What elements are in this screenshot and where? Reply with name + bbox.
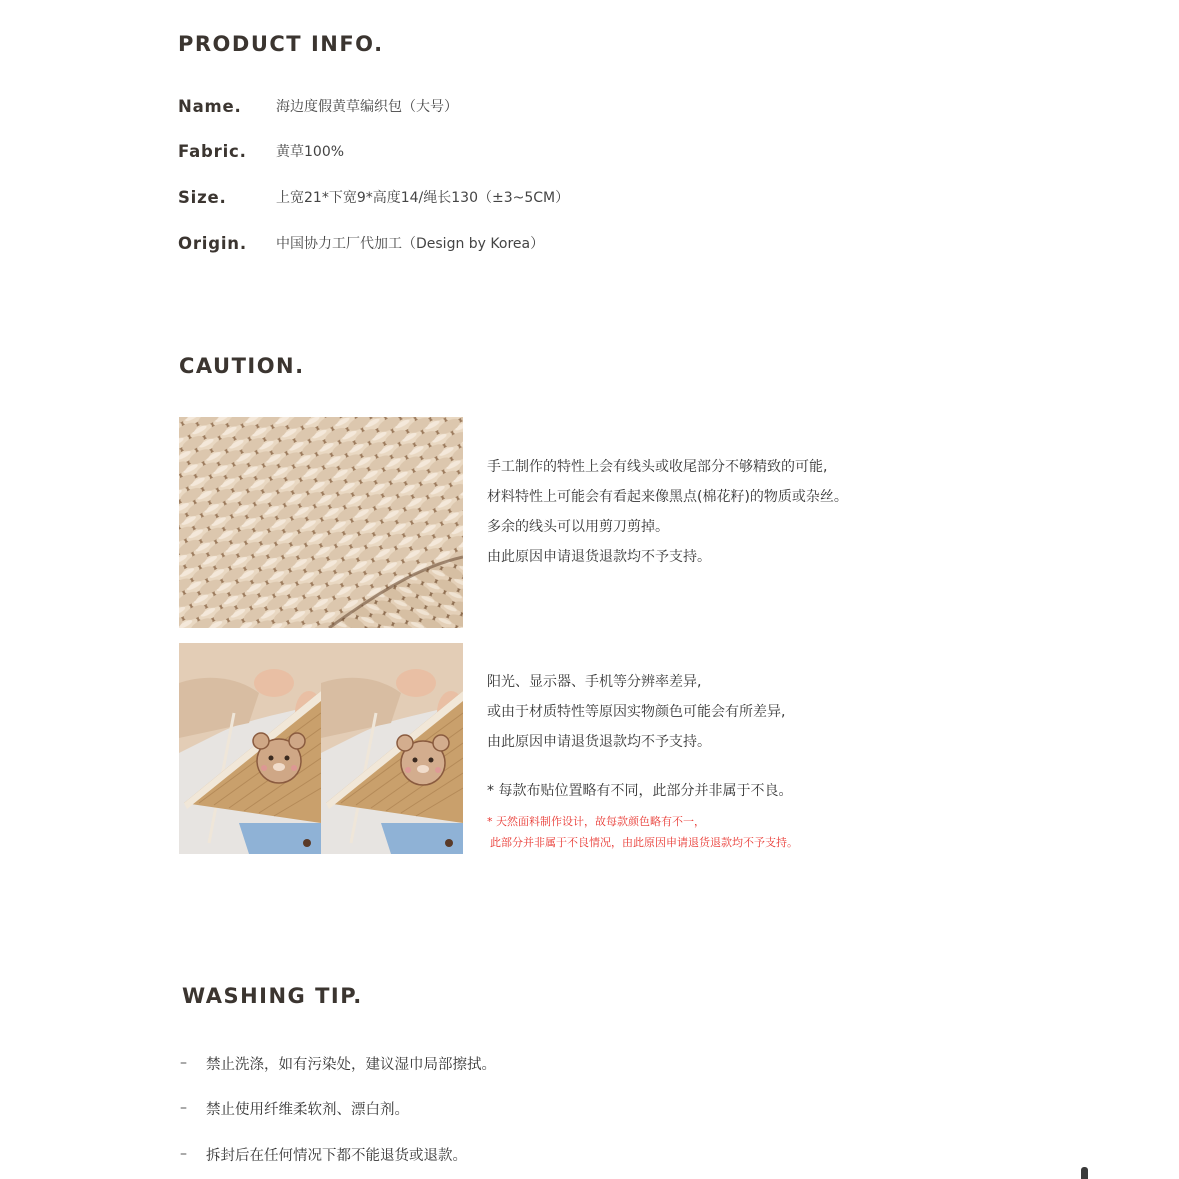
- info-value: 海边度假黄草编织包（大号）: [276, 99, 458, 115]
- info-row-fabric: [178, 139, 344, 163]
- dash: –: [180, 1100, 187, 1116]
- caution-line: 材料特性上可能会有看起来像黑点(棉花籽)的物质或杂丝。: [487, 489, 848, 505]
- caution-text-block-1: [487, 452, 848, 572]
- info-value: 中国协力工厂代加工（Design by Korea）: [276, 236, 545, 252]
- info-key: Origin.: [178, 233, 247, 253]
- caution-text-block-2: [487, 667, 785, 757]
- red-note-line: 此部分并非属于不良情况，由此原因申请退货退款均不予支持。: [490, 836, 798, 849]
- info-row-origin: [178, 231, 544, 255]
- wash-item: [180, 1142, 467, 1166]
- caution-line: 阳光、显示器、手机等分辨率差异,: [487, 674, 702, 690]
- caution-title: CAUTION.: [179, 354, 305, 378]
- info-key: Size.: [178, 187, 227, 207]
- info-row-name: [178, 94, 458, 118]
- caution-line: 由此原因申请退货退款均不予支持。: [487, 734, 711, 750]
- caution-note: * 每款布贴位置略有不同，此部分并非属于不良。: [487, 783, 793, 799]
- wash-item-text: 禁止使用纤维柔软剂、漂白剂。: [206, 1101, 409, 1118]
- info-key: Fabric.: [178, 141, 247, 161]
- caution-line: 多余的线头可以用剪刀剪掉。: [487, 519, 669, 535]
- bag-photo-left: [179, 643, 321, 854]
- bag-photo-right: [321, 643, 463, 854]
- wash-item-text: 禁止洗涤，如有污染处，建议湿巾局部擦拭。: [206, 1056, 496, 1073]
- dash: –: [180, 1146, 187, 1162]
- caution-line: 手工制作的特性上会有线头或收尾部分不够精致的可能,: [487, 459, 828, 475]
- info-value: 上宽21*下宽9*高度14/绳长130（±3~5CM）: [276, 190, 570, 206]
- caution-line: 由此原因申请退货退款均不予支持。: [487, 549, 711, 565]
- dash: –: [180, 1055, 187, 1071]
- scroll-indicator[interactable]: [1081, 1167, 1088, 1179]
- straw-weave-photo: [179, 417, 463, 628]
- red-note-line: * 天然面料制作设计，故每款颜色略有不一，: [487, 815, 705, 828]
- wash-item-text: 拆封后在任何情况下都不能退货或退款。: [206, 1147, 467, 1164]
- washing-tip-title: WASHING TIP.: [182, 984, 363, 1008]
- info-value: 黄草100%: [276, 144, 345, 160]
- wash-item: [180, 1096, 409, 1120]
- caution-red-note: [487, 811, 798, 853]
- info-row-size: [178, 185, 569, 209]
- wash-item: [180, 1051, 496, 1075]
- caution-line: 或由于材质特性等原因实物颜色可能会有所差异,: [487, 704, 786, 720]
- info-key: Name.: [178, 96, 242, 116]
- product-info-title: PRODUCT INFO.: [178, 32, 384, 56]
